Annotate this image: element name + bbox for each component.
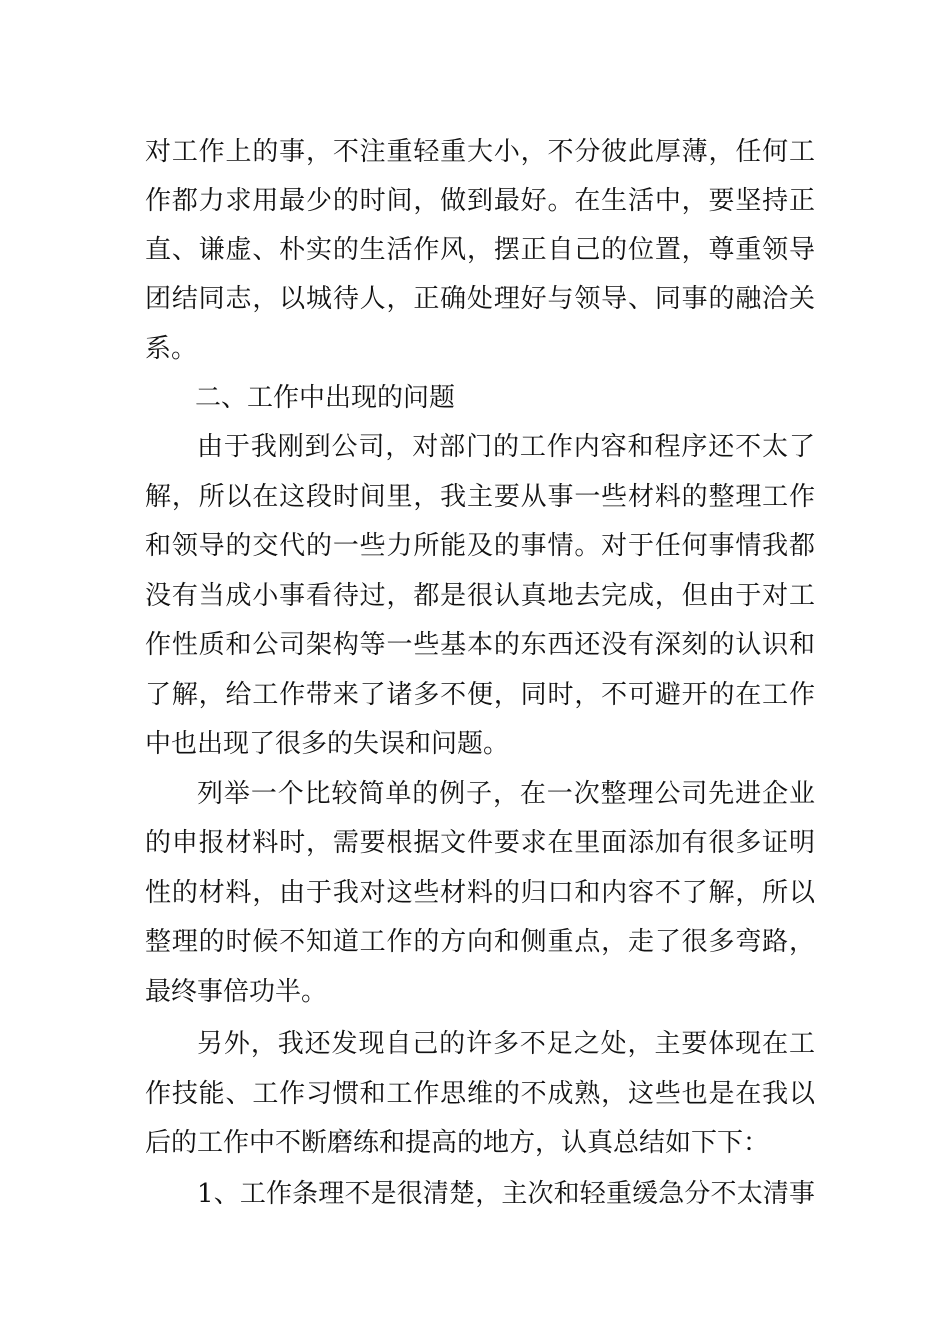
paragraph-line: 另外，我还发现自己的许多不足之处，主要体现在工 [197,1029,815,1059]
paragraph-line: 作性质和公司架构等一些基本的东西还没有深刻的认识和 [145,630,815,660]
paragraph-line: 最终事倍功半。 [145,977,328,1007]
paragraph-line: 没有当成小事看待过，都是很认真地去完成，但由于对工 [145,581,815,611]
paragraph-line: 解，所以在这段时间里，我主要从事一些材料的整理工作 [145,482,815,512]
paragraph-line: 由于我刚到公司，对部门的工作内容和程序还不太了 [197,432,815,462]
paragraph-line: 作都力求用最少的时间，做到最好。在生活中，要坚持正 [145,186,815,216]
paragraph-line: 后的工作中不断磨练和提高的地方，认真总结如下下： [145,1128,770,1158]
paragraph-line: 直、谦虚、朴实的生活作风，摆正自己的位置，尊重领导 [145,235,815,265]
paragraph-line: 系。 [145,334,198,364]
paragraph-line: 了解，给工作带来了诸多不便，同时，不可避开的在工作 [145,680,815,710]
paragraph-line: 列举一个比较简单的例子，在一次整理公司先进企业 [197,779,815,809]
paragraph-line: 中也出现了很多的失误和问题。 [145,729,510,759]
paragraph-line: 性的材料，由于我对这些材料的归口和内容不了解，所以 [145,878,815,908]
paragraph-line: 和领导的交代的一些力所能及的事情。对于任何事情我都 [145,531,815,561]
list-item: 1、工作条理不是很清楚，主次和轻重缓急分不太清事 [197,1179,815,1209]
paragraph-line: 对工作上的事，不注重轻重大小，不分彼此厚薄，任何工 [145,137,815,167]
paragraph-line: 整理的时候不知道工作的方向和侧重点，走了很多弯路， [145,927,815,957]
section-heading: 二、工作中出现的问题 [195,383,456,413]
paragraph-line: 作技能、工作习惯和工作思维的不成熟，这些也是在我以 [145,1079,815,1109]
paragraph-line: 的申报材料时，需要根据文件要求在里面添加有很多证明 [145,828,815,858]
paragraph-line: 团结同志，以城待人，正确处理好与领导、同事的融洽关 [145,284,815,314]
